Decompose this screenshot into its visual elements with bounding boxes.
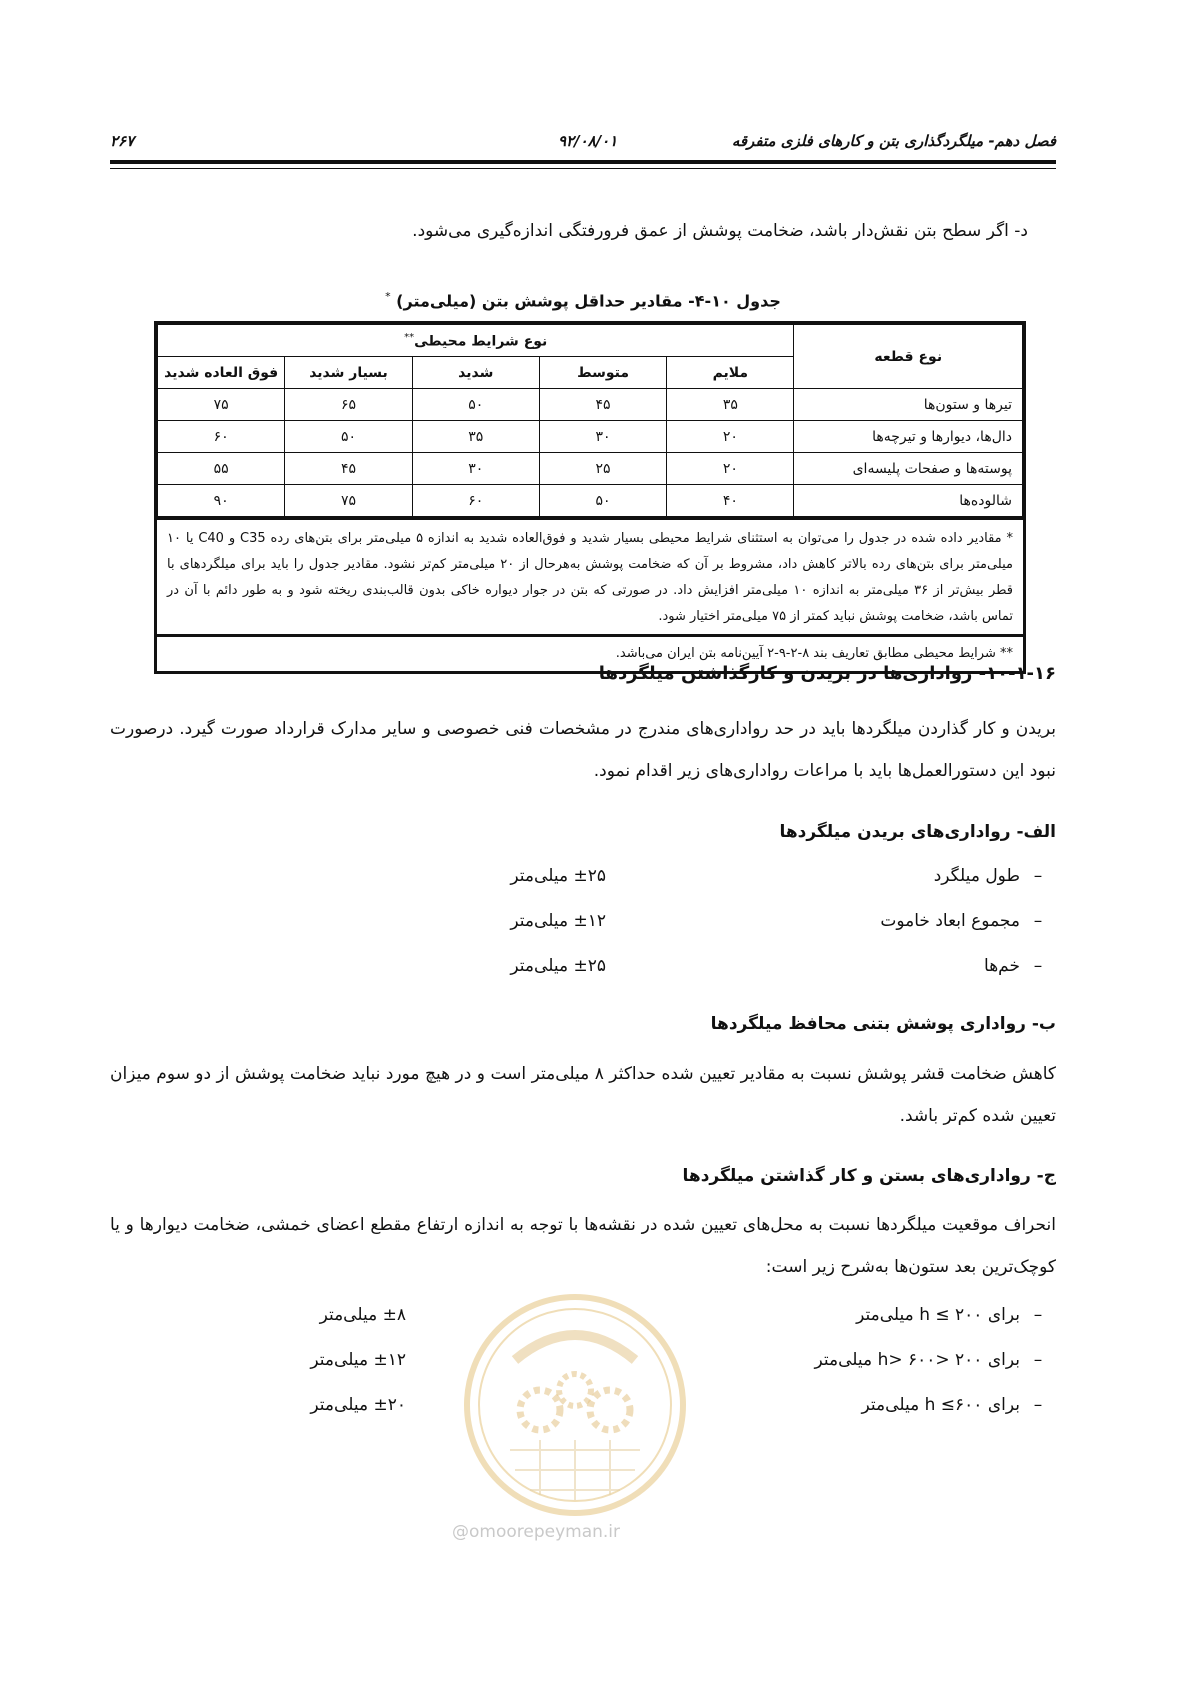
table-caption [110, 290, 1056, 310]
list-item-value: ±۱۲ میلی‌متر [310, 1350, 406, 1370]
page-header [110, 128, 1056, 158]
part-b-text: کاهش ضخامت قشر پوشش نسبت به مقادیر تعیین شده حداکثر ۸ میلی‌متر است و در هیچ مورد نباید ضخامت پوشش از دو سوم میزان تعیین شده کم‌تر باشد. [110, 1064, 1056, 1126]
header-piece: نوع قطعه [794, 325, 1023, 389]
list-item-value: ±۱۲ میلی‌متر [510, 911, 606, 931]
list-item-label [862, 1395, 1056, 1415]
table-header-row [158, 325, 1023, 357]
table-note-2: ** شرایط محیطی مطابق تعاریف بند ۸-۲-۹-۲ آیین‌نامه بتن ایران می‌باشد. [157, 634, 1023, 671]
table-cell: ۳۰ [539, 421, 666, 453]
table-cell: ۶۰ [158, 421, 285, 453]
list-item-label [934, 866, 1056, 886]
table-row [158, 421, 1023, 453]
table-cell: ۶۵ [285, 389, 412, 421]
header-environment [158, 325, 794, 357]
list-item [110, 911, 1056, 956]
chapter-title: فصل دهم- میلگردگذاری بتن و کارهای فلزی متفرقه [731, 132, 1056, 150]
part-c-text: انحراف موقعیت میلگردها نسبت به محل‌های تعیین شده در نقشه‌ها با توجه به اندازه ارتفاع مقطع اعضای خمشی، ضخامت دیوارها و یا کوچک‌ترین بعد ستون‌ها به‌شرح زیر است: [110, 1215, 1056, 1277]
row-piece: دال‌ها، دیوارها و تیرچه‌ها [794, 421, 1023, 453]
table-caption-text: جدول ۱۰-۴- مقادیر حداقل پوشش بتن (میلی‌متر) [396, 291, 781, 311]
header-date: ۹۲/۰۸/۰۱ [558, 132, 618, 150]
list-item-label [984, 956, 1056, 976]
header-severe: شدید [412, 357, 539, 389]
list-item-value: ±۸ میلی‌متر [319, 1305, 406, 1325]
row-piece: تیرها و ستون‌ها [794, 389, 1023, 421]
part-a-list [110, 866, 1056, 1001]
table-cell: ۶۰ [412, 485, 539, 517]
dash-marker: – [1033, 956, 1043, 976]
table-cell: ۴۰ [667, 485, 794, 517]
table-cell: ۲۰ [667, 453, 794, 485]
list-item-label-text: خم‌ها [984, 956, 1020, 976]
dash-marker: – [1033, 1395, 1043, 1415]
list-item-label-text: طول میلگرد [933, 866, 1020, 886]
row-piece: پوسته‌ها و صفحات پلیسه‌ای [794, 453, 1023, 485]
table-cell: ۴۵ [285, 453, 412, 485]
header-very-severe: بسیار شدید [285, 357, 412, 389]
table-caption-mark: * [385, 290, 391, 303]
item-d-text: د- اگر سطح بتن نقش‌دار باشد، ضخامت پوشش از عمق فرورفتگی اندازه‌گیری می‌شود. [412, 221, 1028, 241]
cover-table-grid [157, 324, 1023, 517]
table-cell: ۷۵ [158, 389, 285, 421]
list-item-label-text: برای ۲۰۰ ≥ h میلی‌متر [856, 1305, 1020, 1325]
table-cell: ۵۰ [412, 389, 539, 421]
row-piece: شالوده‌ها [794, 485, 1023, 517]
watermark-logo-icon [460, 1290, 690, 1520]
part-c-title: ج- رواداری‌های بستن و کار گذاشتن میلگردها [682, 1166, 1056, 1186]
table-cell: ۴۵ [539, 389, 666, 421]
list-item-label-text: برای ۲۰۰ <h> ۶۰۰ میلی‌متر [814, 1350, 1020, 1370]
dash-marker: – [1033, 1350, 1043, 1370]
table-cell: ۵۰ [539, 485, 666, 517]
table-cell: ۳۰ [412, 453, 539, 485]
table-note-1-text: * مقادیر داده شده در جدول را می‌توان به استثنای شرایط محیطی بسیار شدید و فوق‌العاده شدید به اندازه ۵ میلی‌متر برای بتن‌های رده C35 و C40 یا ۱۰ میلی‌متر برای بتن‌های رده بالاتر کاهش داد، مشروط بر آن که ضخامت پوشش به‌هرحال از ۲۰ میلی‌متر کم‌تر نشود. مقادیر جدول را باید برای میلگردهای با قطر بیش‌تر از ۳۶ میلی‌متر به اندازه ۱۰ میلی‌متر افزایش داد. در صورتی که بتن در جوار دیواره خاکی بدون قالب‌بندی ریخته شود و به طور دائم با آن در تماس باشد، ضخامت پوشش نباید کمتر از ۷۵ میلی‌متر اختیار شود. [167, 531, 1014, 624]
list-item-label [880, 911, 1056, 931]
section-intro: بریدن و کار گذاردن میلگردها باید در حد رواداری‌های مندرج در مشخصات فنی خصوصی و سایر مدارک قرارداد صورت گیرد. درصورت نبود این دستورالعمل‌ها باید با مراعات رواداری‌های زیر اقدام نمود. [110, 719, 1056, 781]
header-extremely-severe: فوق العاده شدید [158, 357, 285, 389]
header-moderate: متوسط [539, 357, 666, 389]
list-item-label [856, 1305, 1056, 1325]
table-cell: ۵۵ [158, 453, 285, 485]
dash-marker: – [1033, 911, 1043, 931]
list-item-value: ±۲۵ میلی‌متر [510, 956, 606, 976]
header-rule-thick [110, 160, 1056, 164]
header-environment-text: نوع شرایط محیطی [414, 333, 548, 350]
table-row [158, 389, 1023, 421]
part-b-title: ب- رواداری پوشش بتنی محافظ میلگردها [710, 1014, 1056, 1034]
table-cell: ۵۰ [285, 421, 412, 453]
table-cell: ۲۵ [539, 453, 666, 485]
list-item [110, 866, 1056, 911]
table-cell: ۹۰ [158, 485, 285, 517]
watermark-text: @omoorepeyman.ir [452, 1522, 621, 1542]
list-item-value: ±۲۰ میلی‌متر [310, 1395, 406, 1415]
header-rule-thin [110, 168, 1056, 169]
list-item-label-text: برای ۶۰۰≥ h میلی‌متر [861, 1395, 1020, 1415]
list-item [110, 956, 1056, 1001]
cover-table [154, 321, 1026, 674]
table-cell: ۲۰ [667, 421, 794, 453]
table-cell: ۳۵ [412, 421, 539, 453]
list-item-value: ±۲۵ میلی‌متر [510, 866, 606, 886]
table-row [158, 453, 1023, 485]
list-item-label-text: مجموع ابعاد خاموت [880, 911, 1020, 931]
table-row [158, 485, 1023, 517]
table-note-1 [157, 517, 1023, 634]
dash-marker: – [1033, 866, 1043, 886]
table-cell: ۳۵ [667, 389, 794, 421]
header-environment-mark: ** [404, 331, 415, 343]
page-number: ۲۶۷ [110, 132, 135, 150]
section-title: ۱۰-۱-۱۶- رواداری‌ها در بریدن و کارگذاشتن میلگردها [598, 663, 1056, 684]
dash-marker: – [1033, 1305, 1043, 1325]
list-item-label [815, 1350, 1057, 1370]
header-mild: ملایم [667, 357, 794, 389]
table-cell: ۷۵ [285, 485, 412, 517]
part-a-title: الف- رواداری‌های بریدن میلگردها [779, 822, 1056, 842]
